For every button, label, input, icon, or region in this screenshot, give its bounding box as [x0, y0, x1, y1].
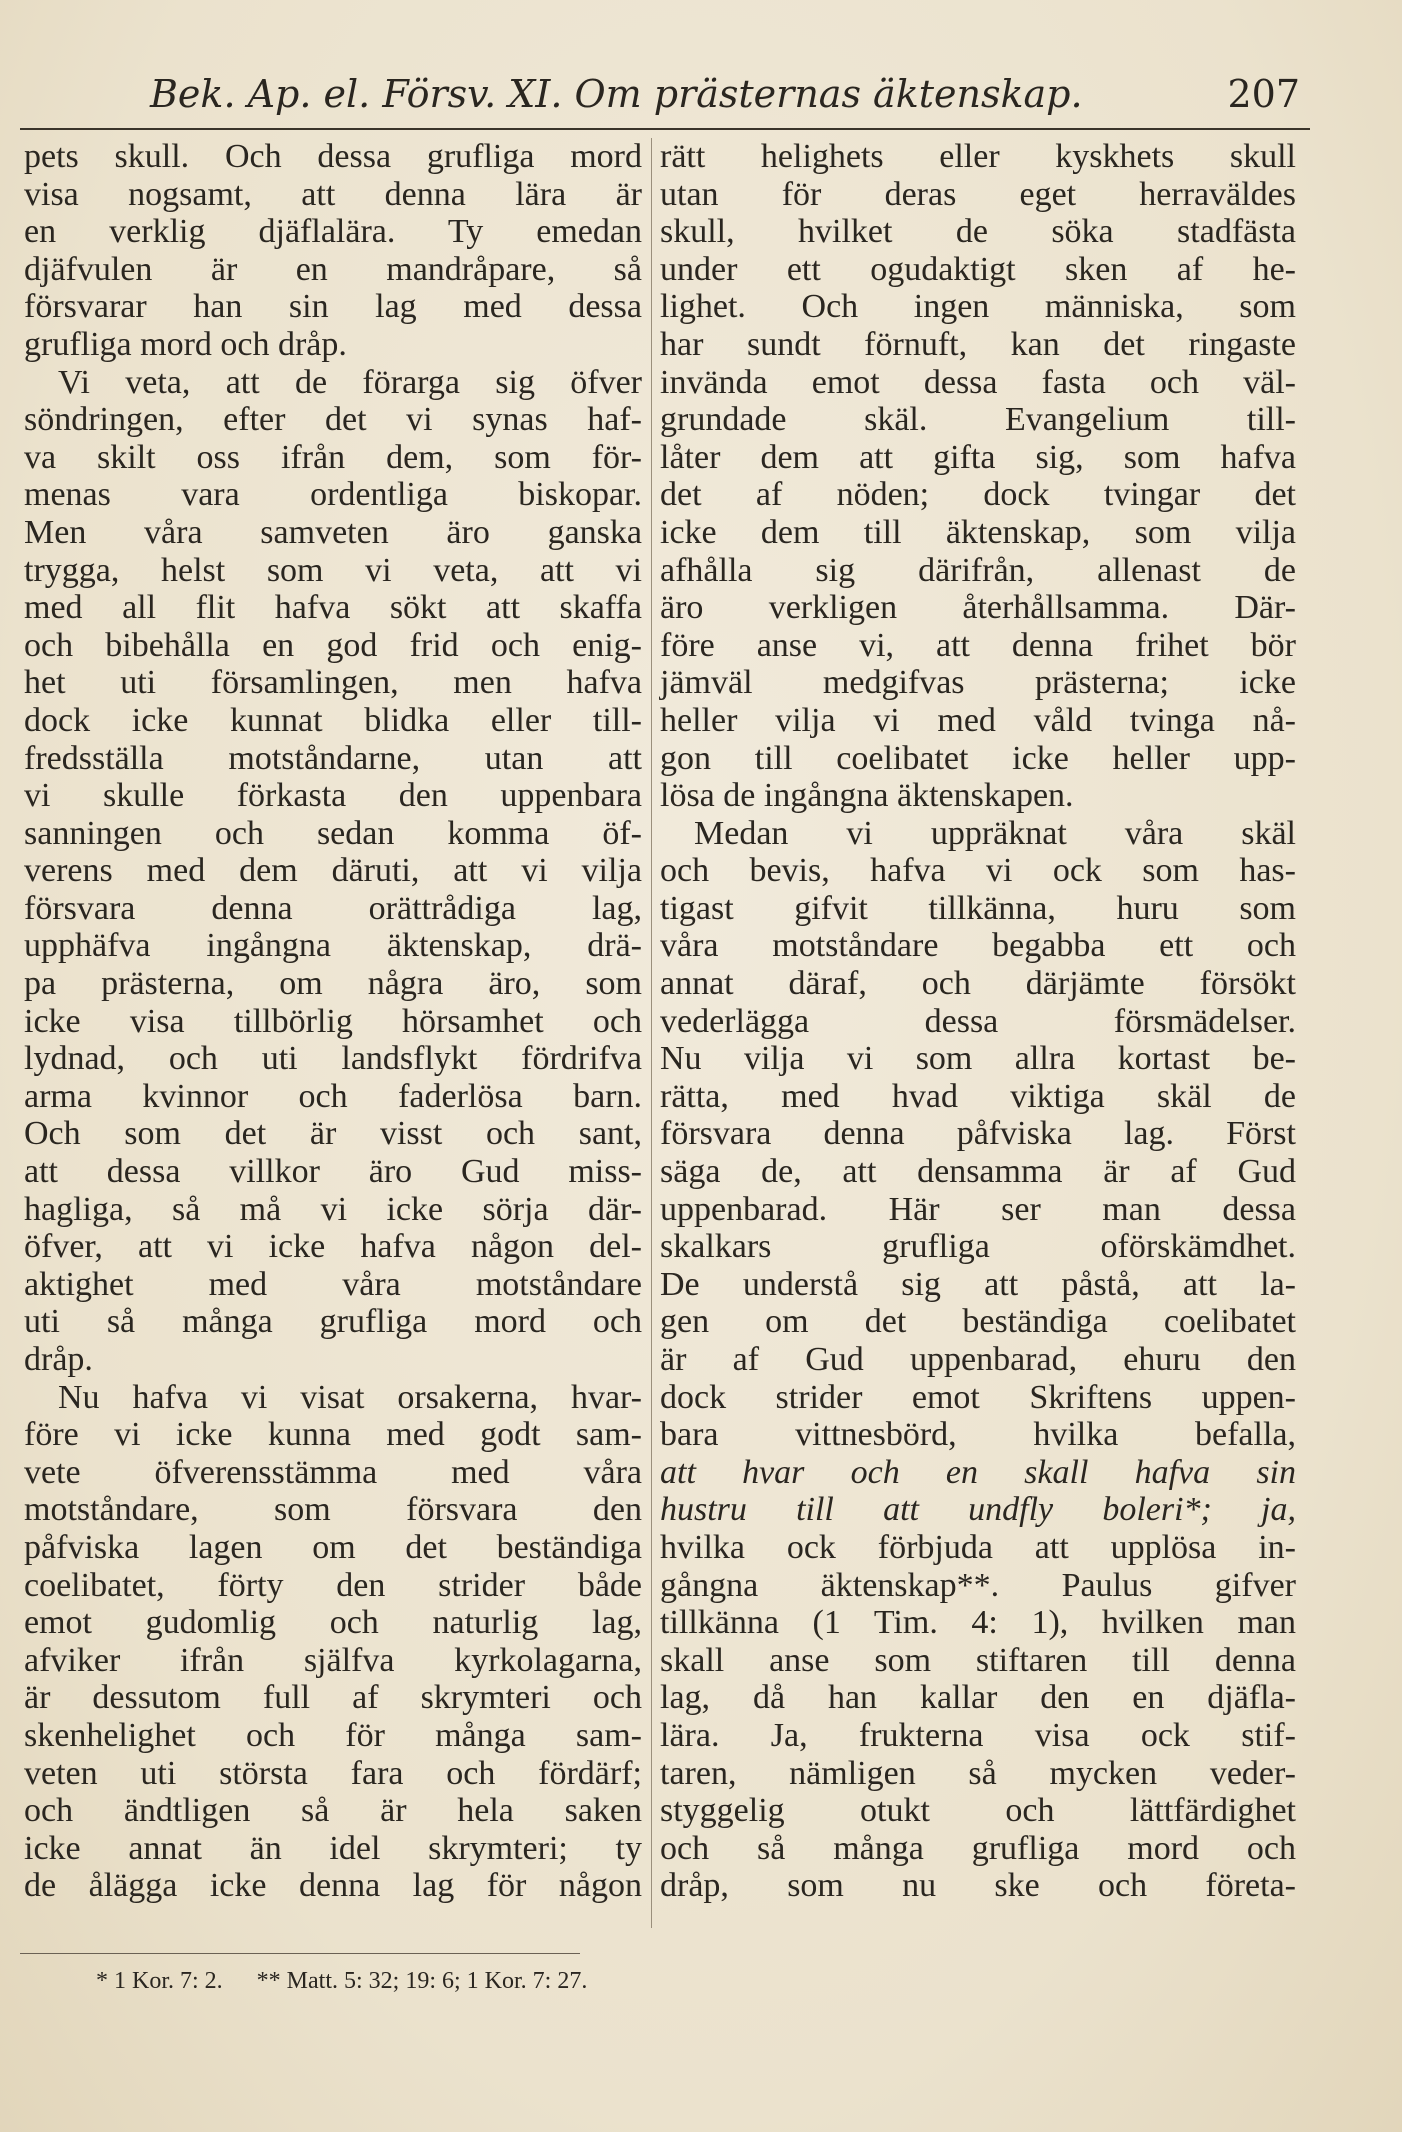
text-line: Nu hafva vi visat orsakerna, hvar- [58, 1378, 642, 1416]
text-line: lära. Ja, frukterna visa ock stif- [660, 1716, 1296, 1754]
text-line: visa nogsamt, att denna lära är [24, 175, 642, 213]
text-line: skenhelighet och för många sam- [24, 1716, 642, 1754]
text-line: det af nöden; dock tvingar det [660, 476, 1296, 514]
text-line: Medan vi uppräknat våra skäl [694, 814, 1296, 852]
text-line: icke dem till äktenskap, som vilja [660, 513, 1296, 551]
text-line: icke visa tillbörlig hörsamhet och [24, 1002, 642, 1040]
footnote: * 1 Kor. 7: 2. [96, 1968, 223, 1994]
text-line: äro verkligen återhållsamma. Där- [660, 589, 1296, 627]
text-line: försvara denna orättrådiga lag, [24, 889, 642, 927]
text-line: sanningen och sedan komma öf- [24, 814, 642, 852]
column-divider [651, 138, 652, 1928]
text-line: verens med dem däruti, att vi vilja [24, 852, 642, 890]
right-column [660, 138, 1296, 1933]
header-title: Bek. Ap. el. Försv. XI. Om prästernas äktenskap. [150, 72, 1083, 116]
text-line: och bibehålla en god frid och enig- [24, 626, 642, 664]
text-line: en verklig djäflalära. Ty emedan [24, 213, 642, 251]
text-line: skall anse som stiftaren till denna [660, 1641, 1296, 1679]
text-line: har sundt förnuft, kan det ringaste [660, 325, 1296, 363]
text-line: lighet. Och ingen människa, som [660, 288, 1296, 326]
text-line: djäfvulen är en mandråpare, så [24, 250, 642, 288]
text-line: invända emot dessa fasta och väl- [660, 363, 1296, 401]
text-line: och bevis, hafva vi ock som has- [660, 852, 1296, 890]
text-line: grufliga mord och dråp. [24, 325, 347, 363]
text-line: skull, hvilket de söka stadfästa [660, 213, 1296, 251]
text-line: gon till coelibatet icke heller upp- [660, 739, 1296, 777]
text-line: lydnad, och uti landsflykt fördrifva [24, 1040, 642, 1078]
text-line: emot gudomlig och naturlig lag, [24, 1604, 642, 1642]
text-line: gen om det beständiga coelibatet [660, 1303, 1296, 1341]
text-line: arma kvinnor och faderlösa barn. [24, 1077, 642, 1115]
text-line: annat däraf, och därjämte försökt [660, 965, 1296, 1003]
page-number: 207 [1227, 72, 1300, 116]
text-line: de ålägga icke denna lag för någon [24, 1867, 642, 1905]
text-line: jämväl medgifvas prästerna; icke [660, 664, 1296, 702]
text-line: hvilka ock förbjuda att upplösa in- [660, 1528, 1296, 1566]
text-line: att dessa villkor äro Gud miss- [24, 1153, 642, 1191]
footnote: ** Matt. 5: 32; 19: 6; 1 Kor. 7: 27. [256, 1968, 588, 1994]
text-line: menas vara ordentliga biskopar. [24, 476, 642, 514]
text-line: grundade skäl. Evangelium till- [660, 401, 1296, 439]
text-line: med all flit hafva sökt att skaffa [24, 589, 642, 627]
text-line: dråp, som nu ske och företa- [660, 1867, 1296, 1905]
text-line: hagliga, så må vi icke sörja där- [24, 1190, 642, 1228]
text-line: under ett ogudaktigt sken af he- [660, 250, 1296, 288]
text-line: taren, nämligen så mycken veder- [660, 1754, 1296, 1792]
text-line: vederlägga dessa försmädelser. [660, 1002, 1296, 1040]
text-line: uti så många grufliga mord och [24, 1303, 642, 1341]
header-rule [20, 128, 1310, 130]
running-header [150, 72, 1300, 122]
text-line: icke annat än idel skrymteri; ty [24, 1829, 642, 1867]
text-line: upphäfva ingångna äktenskap, drä- [24, 927, 642, 965]
footnotes [96, 1968, 996, 1995]
text-line: före vi icke kunna med godt sam- [24, 1416, 642, 1454]
text-line: tigast gifvit tillkänna, huru som [660, 889, 1296, 927]
text-line: försvara denna påfviska lag. Först [660, 1115, 1296, 1153]
text-line: vi skulle förkasta den uppenbara [24, 777, 642, 815]
text-line: het uti församlingen, men hafva [24, 664, 642, 702]
text-line: motståndare, som försvara den [24, 1491, 642, 1529]
text-line: coelibatet, förty den strider både [24, 1566, 642, 1604]
text-line: är dessutom full af skrymteri och [24, 1679, 642, 1717]
text-line: tillkänna (1 Tim. 4: 1), hvilken man [660, 1604, 1296, 1642]
text-line: trygga, helst som vi veta, att vi [24, 551, 642, 589]
text-line: utan för deras eget herraväldes [660, 175, 1296, 213]
text-line: säga de, att densamma är af Gud [660, 1153, 1296, 1191]
text-line: lösa de ingångna äktenskapen. [660, 777, 1074, 815]
text-line: och så många grufliga mord och [660, 1829, 1296, 1867]
text-line: våra motståndare begabba ett och [660, 927, 1296, 965]
text-line: bara vittnesbörd, hvilka befalla, [660, 1416, 1296, 1454]
text-line: veten uti största fara och fördärf; [24, 1754, 642, 1792]
text-line: gångna äktenskap**. Paulus gifver [660, 1566, 1296, 1604]
text-line: dock strider emot Skriftens uppen- [660, 1378, 1296, 1416]
text-line: lag, då han kallar den en djäfla- [660, 1679, 1296, 1717]
text-line: pets skull. Och dessa grufliga mord [24, 138, 642, 175]
text-line: dock icke kunnat blidka eller till- [24, 701, 642, 739]
text-line: vete öfverensstämma med våra [24, 1453, 642, 1491]
text-line: är af Gud uppenbarad, ehuru den [660, 1341, 1296, 1378]
text-line: Och som det är visst och sant, [24, 1115, 642, 1153]
text-line: att hvar och en skall hafva sin [660, 1453, 1296, 1491]
text-line: aktighet med våra motståndare [24, 1265, 642, 1303]
text-line: rätt helighets eller kyskhets skull [660, 138, 1296, 175]
text-line: öfver, att vi icke hafva någon del- [24, 1228, 642, 1266]
text-line: heller vilja vi med våld tvinga nå- [660, 701, 1296, 739]
text-line: De understå sig att påstå, att la- [660, 1265, 1296, 1303]
text-line: dråp. [24, 1341, 93, 1378]
left-column [24, 138, 642, 1933]
text-line: låter dem att gifta sig, som hafva [660, 438, 1296, 476]
text-line: påfviska lagen om det beständiga [24, 1528, 642, 1566]
text-line: före anse vi, att denna frihet bör [660, 626, 1296, 664]
text-line: uppenbarad. Här ser man dessa [660, 1190, 1296, 1228]
text-line: afviker ifrån själfva kyrkolagarna, [24, 1641, 642, 1679]
text-line: afhålla sig därifrån, allenast de [660, 551, 1296, 589]
text-line: och ändtligen så är hela saken [24, 1792, 642, 1830]
text-line: va skilt oss ifrån dem, som för- [24, 438, 642, 476]
footnote-rule [20, 1953, 580, 1954]
text-line: skalkars grufliga oförskämdhet. [660, 1228, 1296, 1266]
text-line: Men våra samveten äro ganska [24, 513, 642, 551]
text-line: Vi veta, att de förarga sig öfver [58, 363, 642, 401]
text-line: styggelig otukt och lättfärdighet [660, 1792, 1296, 1830]
text-line: rätta, med hvad viktiga skäl de [660, 1077, 1296, 1115]
text-line: pa prästerna, om några äro, som [24, 965, 642, 1003]
text-line: försvarar han sin lag med dessa [24, 288, 642, 326]
text-line: söndringen, efter det vi synas haf- [24, 401, 642, 439]
text-line: hustru till att undfly boleri*; ja, [660, 1491, 1296, 1529]
text-line: Nu vilja vi som allra kortast be- [660, 1040, 1296, 1078]
text-line: fredsställa motståndarne, utan att [24, 739, 642, 777]
